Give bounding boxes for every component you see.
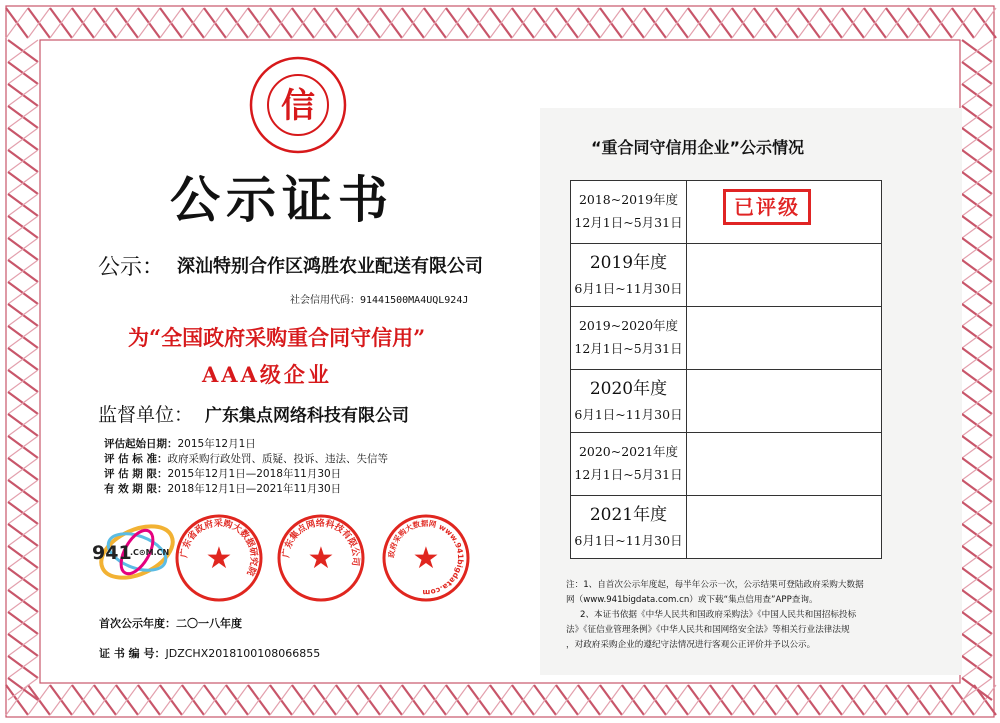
status-cell	[687, 433, 882, 496]
certificate-title: 公示证书	[170, 170, 394, 229]
svg-text:★: ★	[205, 541, 233, 576]
note-line: 法》《征信业管理条例》《中华人民共和国网络安全法》等相关行业法律法规	[566, 625, 850, 635]
svg-text:★: ★	[412, 541, 440, 576]
detail-row: 评 估 期 限：2015年12月1日—2018年11月30日	[104, 468, 342, 480]
table-row	[571, 433, 882, 496]
detail-row: 评 估 标 准：政府采购行政处罚、质疑、投诉、违法、失信等	[104, 453, 388, 465]
supervisor-name: 广东集点网络科技有限公司	[205, 406, 409, 426]
period-label: 2020~2021年度	[578, 444, 679, 459]
detail-row: 评估起始日期：2015年12月1日	[104, 438, 256, 450]
period-dates: 6月1日~11月30日	[574, 533, 683, 548]
note-line: 注：1、自首次公示年度起，每半年公示一次，公示结果可登陆政府采购大数据	[566, 580, 864, 590]
svg-text:政府采购大数据网 www.941bigdata.com: 政府采购大数据网 www.941bigdata.com	[386, 518, 466, 598]
period-dates: 12月1日~5月31日	[574, 215, 683, 230]
credit-code-label: 社会信用代码：	[290, 295, 360, 306]
period-cell	[571, 244, 687, 307]
notes	[566, 578, 864, 653]
publicity-label: 公示：	[98, 255, 165, 280]
table-row	[571, 307, 882, 370]
period-cell	[571, 307, 687, 370]
period-label: 2018~2019年度	[578, 192, 679, 207]
status-cell	[687, 496, 882, 559]
table-row	[571, 244, 882, 307]
period-label: 2019~2020年度	[578, 318, 679, 333]
table-row	[571, 370, 882, 433]
brand-logo	[92, 522, 182, 584]
first-year-value: 二〇一八年度	[176, 617, 242, 630]
cert-no-value: JDZCHX2018100108066855	[165, 647, 321, 660]
svg-text:广东省政府采购大数据研究院: 广东省政府采购大数据研究院	[179, 518, 259, 577]
note-line: 2、本证书依据《中华人民共和国政府采购法》《中国人民共和国招标投标	[580, 610, 857, 620]
note-line: ，对政府采购企业的遵纪守法情况进行客观公正评价并予以公示。	[566, 640, 816, 650]
status-cell	[687, 244, 882, 307]
period-cell	[571, 496, 687, 559]
honor-line-1: 为“全国政府采购重合同守信用”	[128, 325, 426, 350]
cert-no-line	[99, 645, 320, 661]
first-year-label: 首次公示年度：	[99, 617, 176, 630]
detail-row: 有 效 期 限：2018年12月1日—2021年11月30日	[104, 483, 342, 495]
table-row	[571, 496, 882, 559]
seal-2-icon	[276, 513, 366, 603]
details-list	[104, 437, 388, 497]
status-cell	[687, 307, 882, 370]
period-label: 2020年度	[589, 379, 668, 399]
svg-text:广东集点网络科技有限公司: 广东集点网络科技有限公司	[281, 518, 361, 567]
status-cell	[687, 181, 882, 244]
credit-logo-icon	[248, 55, 348, 155]
rated-stamp: 已评级	[723, 189, 811, 225]
cert-no-label: 证 书 编 号：	[99, 647, 166, 660]
period-dates: 6月1日~11月30日	[574, 281, 683, 296]
period-cell	[571, 181, 687, 244]
period-label: 2019年度	[589, 253, 668, 273]
first-year-line	[99, 615, 242, 631]
supervisor-label: 监督单位：	[98, 404, 194, 426]
company-name: 深汕特别合作区鸿胜农业配送有限公司	[177, 256, 483, 277]
logo-char: 信	[281, 86, 315, 126]
status-cell	[687, 370, 882, 433]
panel-heading: “重合同守信用企业”公示情况	[591, 138, 805, 157]
period-cell	[571, 370, 687, 433]
seal-1-icon	[174, 513, 264, 603]
honor-line-2: AAA级企业	[202, 362, 332, 387]
brand-domain: .C⊙M.CN	[130, 548, 170, 557]
credit-code: 91441500MA4UQL924J	[360, 295, 469, 306]
credit-code-line	[290, 291, 468, 306]
period-dates: 6月1日~11月30日	[574, 407, 683, 422]
period-dates: 12月1日~5月31日	[574, 341, 683, 356]
svg-text:★: ★	[307, 541, 335, 576]
period-dates: 12月1日~5月31日	[574, 467, 683, 482]
publicity-history-table	[570, 180, 882, 559]
brand-number: 941	[92, 542, 132, 564]
period-cell	[571, 433, 687, 496]
seal-3-icon	[381, 513, 471, 603]
period-label: 2021年度	[589, 505, 668, 525]
table-row	[571, 181, 882, 244]
note-line: 网（www.941bigdata.com.cn）或下载“集点信用查”APP查询。	[566, 595, 818, 605]
